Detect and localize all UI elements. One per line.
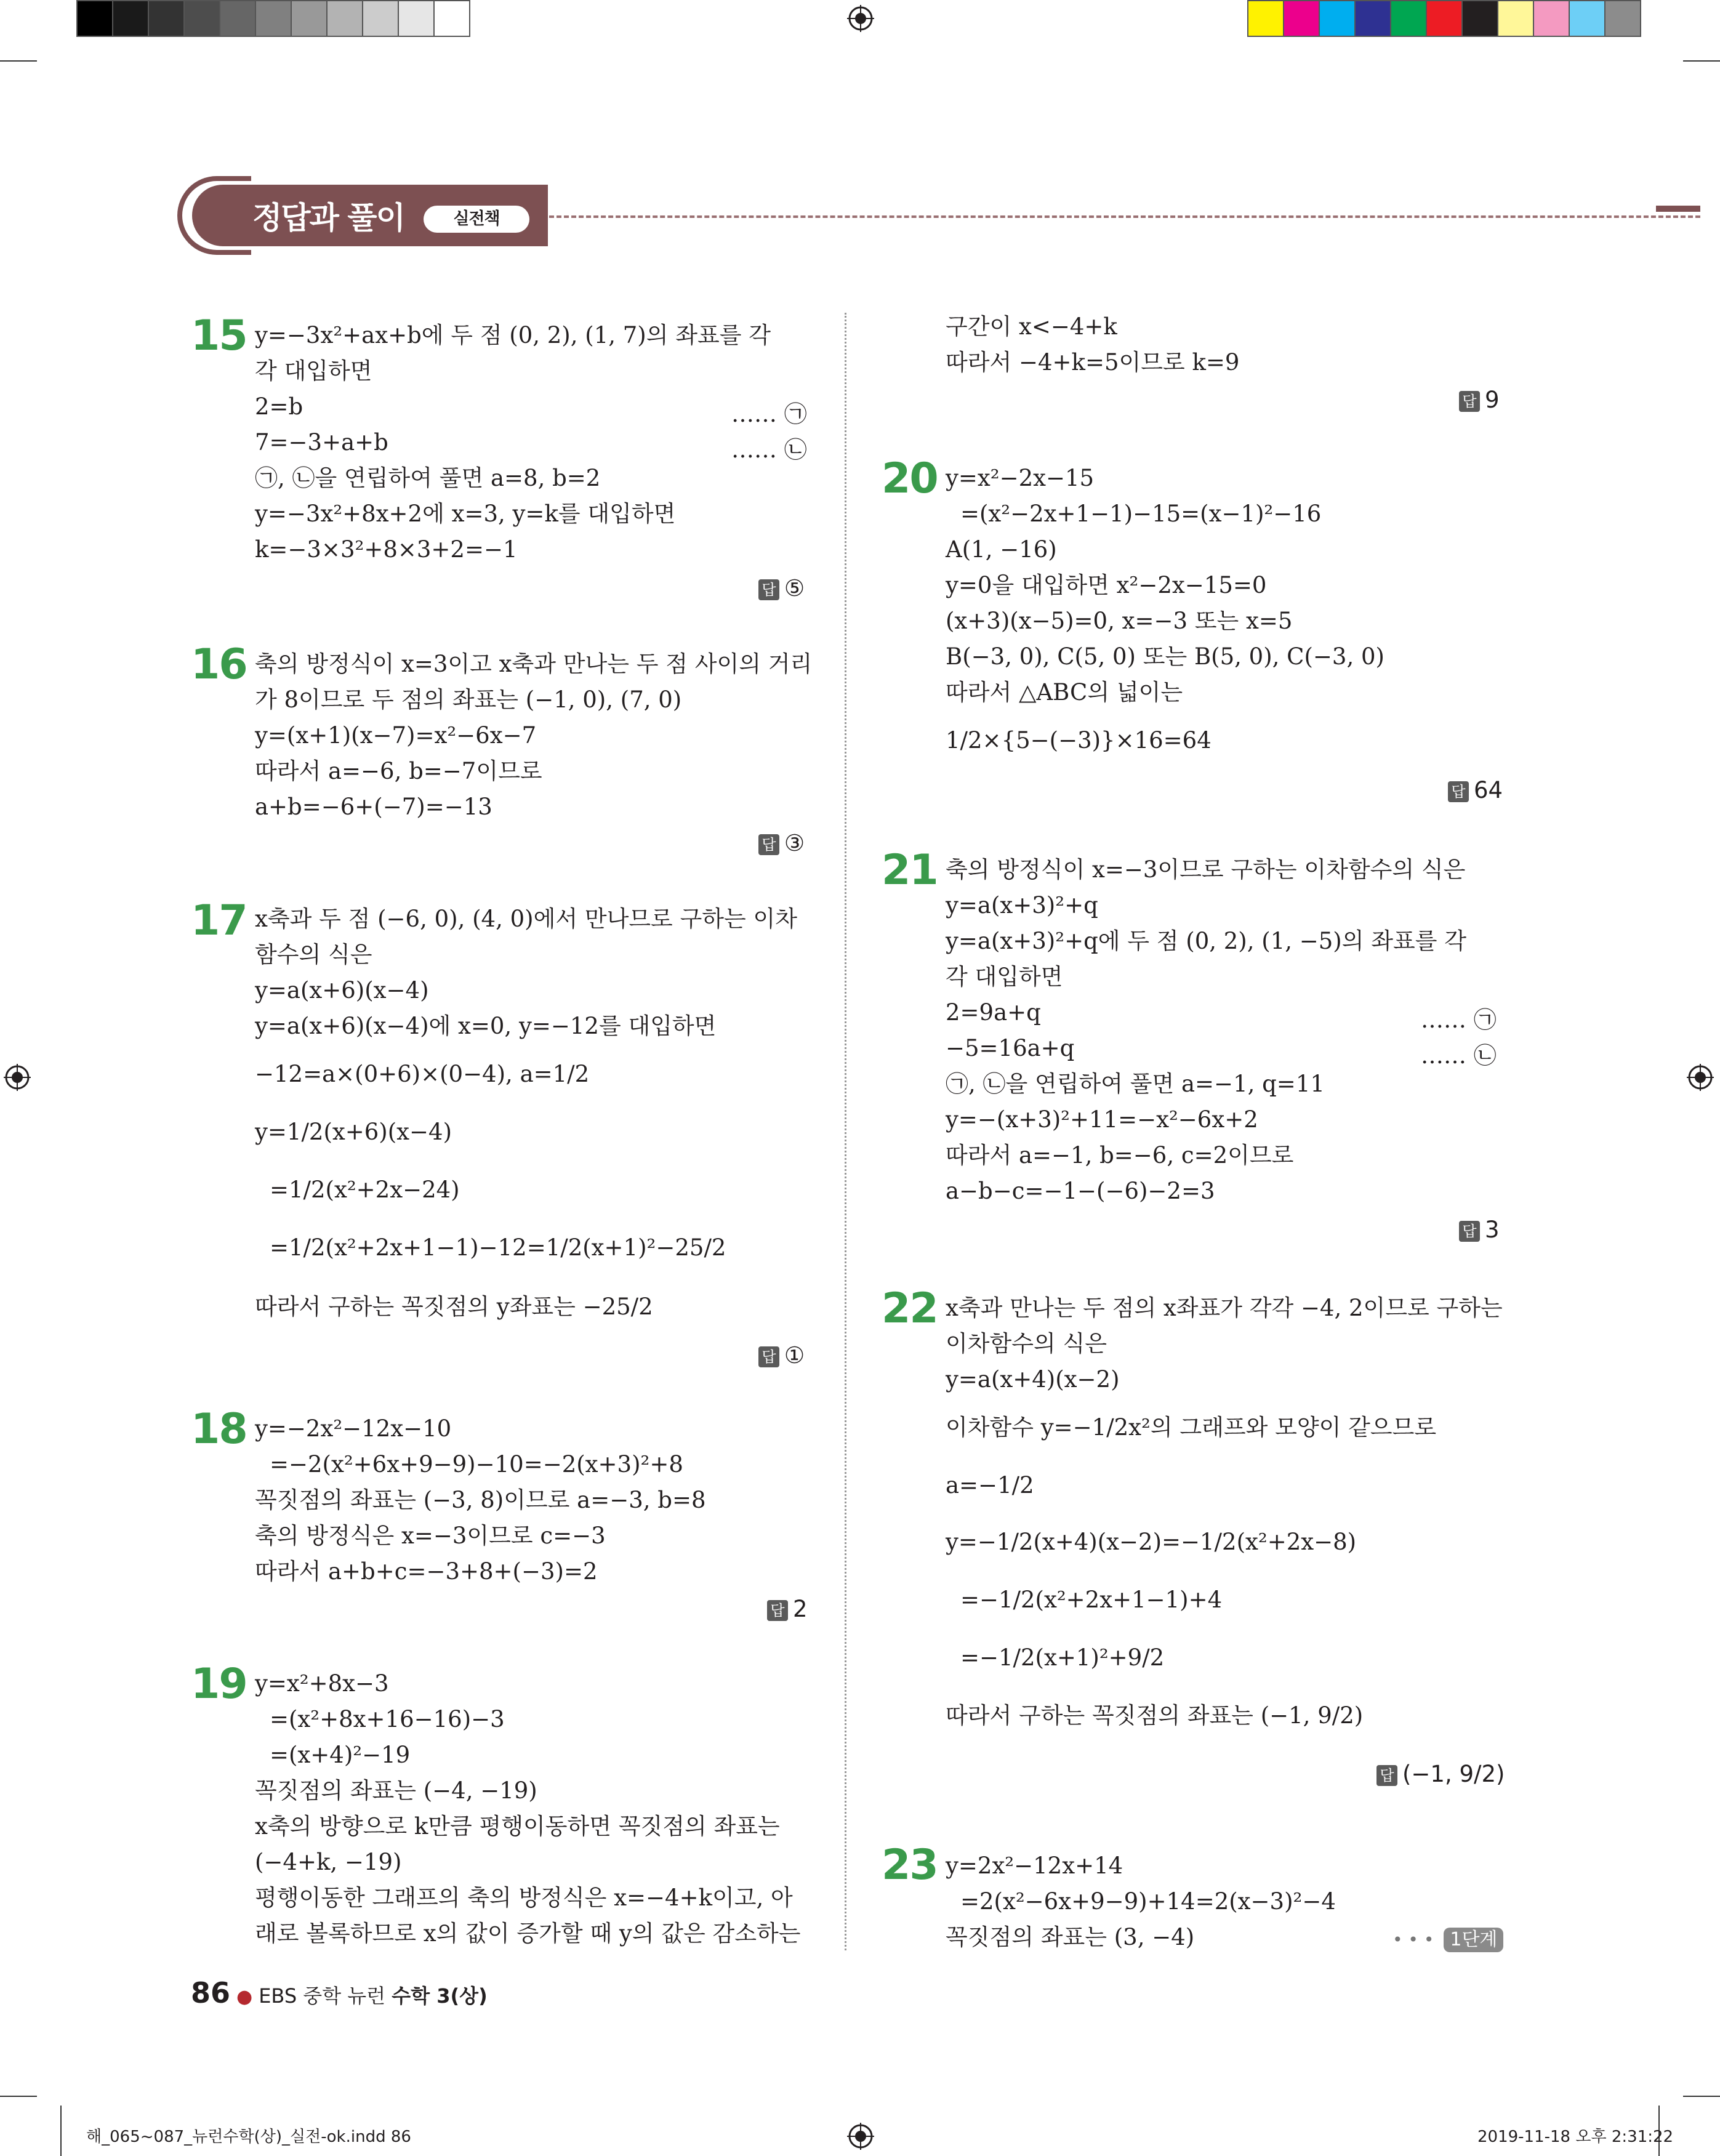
- solution-line: x축과 두 점 (−6, 0), (4, 0)에서 만나므로 구하는 이차: [255, 906, 798, 932]
- solution-line: =2(x²−6x+9−9)+14=2(x−3)²−4: [960, 1888, 1336, 1915]
- slug-file: 해_065~087_뉴런수학(상)_실전-ok.indd 86: [86, 2128, 411, 2146]
- solution-line: ㉠, ㉡을 연립하여 풀면 a=−1, q=11: [946, 1071, 1325, 1097]
- registration-mark-icon: [847, 5, 874, 32]
- solution-line: 구간이 x<−4+k: [946, 313, 1117, 340]
- solution-line: ㉠, ㉡을 연립하여 풀면 a=8, b=2: [255, 465, 601, 491]
- solution-line: y=a(x+3)²+q에 두 점 (0, 2), (1, −5)의 좌표를 각: [946, 928, 1466, 954]
- crop-mark: [0, 2096, 37, 2097]
- answer-icon: 답: [1459, 391, 1480, 412]
- solution-line: 각 대입하면: [946, 963, 1063, 990]
- solution-line: y=1/2(x+6)(x−4): [255, 1119, 452, 1145]
- column-divider: [845, 313, 846, 1950]
- solution-line: (−4+k, −19): [255, 1849, 402, 1875]
- bullet-icon: ●: [236, 1986, 253, 2008]
- problem-number: 18: [191, 1405, 247, 1454]
- problem-number: 22: [882, 1284, 938, 1333]
- page-title: 정답과 풀이: [252, 200, 404, 236]
- solution-line: 꼭짓점의 좌표는 (3, −4): [946, 1924, 1195, 1950]
- solution-line: (x+3)(x−5)=0, x=−3 또는 x=5: [946, 608, 1293, 634]
- answer: [1459, 387, 1500, 413]
- answer: [767, 1596, 808, 1622]
- solution-line: k=−3×3²+8×3+2=−1: [255, 536, 518, 563]
- equation-marker: …… ㉡: [731, 436, 807, 463]
- solution-line: B(−3, 0), C(5, 0) 또는 B(5, 0), C(−3, 0): [946, 643, 1384, 670]
- solution-line: y=a(x+6)(x−4)에 x=0, y=−12를 대입하면: [255, 1013, 717, 1039]
- answer: [758, 575, 805, 601]
- answer-value: ①: [784, 1342, 805, 1369]
- problem-number: 20: [882, 454, 938, 503]
- solution-line: 축의 방정식이 x=−3이므로 구하는 이차함수의 식은: [946, 856, 1466, 883]
- answer-value: 64: [1474, 777, 1503, 803]
- solution-line: =−1/2(x+1)²+9/2: [960, 1644, 1165, 1671]
- answer-icon: 답: [767, 1600, 788, 1621]
- problem-number: 21: [882, 846, 938, 895]
- solution-line: y=−1/2(x+4)(x−2)=−1/2(x²+2x−8): [946, 1529, 1357, 1555]
- solution-line: =1/2(x²+2x−24): [270, 1177, 460, 1203]
- solution-line: 가 8이므로 두 점의 좌표는 (−1, 0), (7, 0): [255, 686, 682, 713]
- solution-line: 함수의 식은: [255, 941, 372, 968]
- solution-line: =−2(x²+6x+9−9)−10=−2(x+3)²+8: [270, 1451, 683, 1478]
- answer-value: ③: [784, 830, 805, 856]
- solution-line: y=a(x+3)²+q: [946, 892, 1098, 919]
- solution-line: y=x²+8x−3: [255, 1670, 389, 1697]
- solution-line: y=a(x+6)(x−4): [255, 977, 429, 1004]
- equation-marker: …… ㉡: [1421, 1042, 1497, 1069]
- answer-icon: 답: [758, 579, 779, 600]
- slug-date: 2019-11-18 오후 2:31:22: [1477, 2128, 1674, 2146]
- solution-line: 이차함수의 식은: [946, 1330, 1107, 1357]
- solution-line: A(1, −16): [946, 536, 1057, 563]
- solution-line: y=a(x+4)(x−2): [946, 1366, 1120, 1393]
- answer-icon: 답: [1376, 1765, 1397, 1786]
- answer: [1459, 1217, 1500, 1243]
- crop-mark: [0, 60, 37, 62]
- solution-line: 따라서 a=−6, b=−7이므로: [255, 758, 542, 784]
- solution-line: 각 대입하면: [255, 358, 372, 384]
- solution-line: 축의 방정식은 x=−3이므로 c=−3: [255, 1522, 606, 1549]
- solution-line: 2=b: [255, 393, 303, 420]
- registration-mark-icon: [1687, 1064, 1714, 1091]
- crop-mark: [1683, 60, 1720, 62]
- book-title: EBS 중학 뉴런: [259, 1984, 386, 2008]
- registration-mark-icon: [4, 1064, 31, 1091]
- answer-value: 9: [1485, 387, 1500, 413]
- problem-number: 23: [882, 1841, 938, 1889]
- solution-line: y=−3x²+8x+2에 x=3, y=k를 대입하면: [255, 501, 676, 527]
- crop-mark: [1683, 2096, 1720, 2097]
- solution-line: 따라서 구하는 꼭짓점의 좌표는 (−1, 9/2): [946, 1702, 1364, 1729]
- solution-line: y=2x²−12x+14: [946, 1852, 1123, 1879]
- solution-line: −12=a×(0+6)×(0−4), a=1/2: [255, 1061, 590, 1087]
- solution-line: 래로 볼록하므로 x의 값이 증가할 때 y의 값은 감소하는: [255, 1920, 801, 1947]
- step-indicator: [1392, 1925, 1503, 1952]
- solution-line: a+b=−6+(−7)=−13: [255, 794, 492, 820]
- answer-value: (−1, 9/2): [1402, 1761, 1505, 1787]
- problem-number: 17: [191, 896, 247, 945]
- solution-line: =(x²+8x+16−16)−3: [270, 1706, 505, 1732]
- answer-value: 3: [1485, 1217, 1500, 1243]
- page-footer: [191, 1976, 488, 2009]
- solution-line: 평행이동한 그래프의 축의 방정식은 x=−4+k이고, 아: [255, 1884, 793, 1911]
- solution-line: 따라서 △ABC의 넓이는: [946, 679, 1183, 706]
- solution-line: =(x+4)²−19: [270, 1742, 411, 1768]
- solution-line: y=−2x²−12x−10: [255, 1415, 452, 1442]
- solution-line: =1/2(x²+2x+1−1)−12=1/2(x+1)²−25/2: [270, 1234, 726, 1261]
- solution-line: x축과 만나는 두 점의 x좌표가 각각 −4, 2이므로 구하는: [946, 1295, 1503, 1321]
- page-number: 86: [191, 1976, 231, 2009]
- solution-line: −5=16a+q: [946, 1035, 1075, 1061]
- answer-icon: 답: [1448, 781, 1469, 802]
- book-badge: 실전책: [424, 206, 529, 233]
- registration-mark-icon: [847, 2123, 874, 2150]
- answer: [758, 1342, 805, 1369]
- answer: [1376, 1761, 1505, 1787]
- solution-line: 따라서 a+b+c=−3+8+(−3)=2: [255, 1558, 598, 1585]
- solution-line: 따라서 a=−1, b=−6, c=2이므로: [946, 1142, 1294, 1169]
- step-dots: • • •: [1392, 1929, 1434, 1950]
- crop-mark: [60, 2106, 62, 2156]
- solution-line: 이차함수 y=−1/2x²의 그래프와 모양이 같으므로: [946, 1414, 1437, 1441]
- answer-icon: 답: [758, 1346, 779, 1367]
- answer: [758, 830, 805, 856]
- solution-line: y=−(x+3)²+11=−x²−6x+2: [946, 1106, 1258, 1133]
- solution-line: 2=9a+q: [946, 999, 1041, 1026]
- solution-line: =(x²−2x+1−1)−15=(x−1)²−16: [960, 501, 1322, 527]
- solution-line: y=−3x²+ax+b에 두 점 (0, 2), (1, 7)의 좌표를 각: [255, 322, 771, 348]
- solution-line: =−1/2(x²+2x+1−1)+4: [960, 1587, 1223, 1613]
- answer-value: 2: [793, 1596, 808, 1622]
- solution-line: y=0을 대입하면 x²−2x−15=0: [946, 572, 1267, 598]
- solution-line: 축의 방정식이 x=3이고 x축과 만나는 두 점 사이의 거리: [255, 651, 813, 677]
- solution-line: x축의 방향으로 k만큼 평행이동하면 꼭짓점의 좌표는: [255, 1813, 780, 1840]
- solution-line: 따라서 구하는 꼭짓점의 y좌표는 −25/2: [255, 1293, 653, 1320]
- solution-line: y=x²−2x−15: [946, 465, 1095, 491]
- step-badge: 1단계: [1444, 1928, 1503, 1952]
- answer-icon: 답: [1459, 1221, 1480, 1242]
- problem-number: 16: [191, 640, 247, 689]
- equation-marker: …… ㉠: [731, 401, 807, 427]
- solution-line: a−b−c=−1−(−6)−2=3: [946, 1178, 1215, 1204]
- answer: [1448, 777, 1503, 803]
- solution-line: 꼭짓점의 좌표는 (−3, 8)이므로 a=−3, b=8: [255, 1487, 706, 1513]
- solution-line: 1/2×{5−(−3)}×16=64: [946, 727, 1212, 754]
- answer-icon: 답: [758, 834, 779, 855]
- subject-title: 수학 3(상): [392, 1984, 488, 2008]
- solution-line: y=(x+1)(x−7)=x²−6x−7: [255, 722, 537, 749]
- equation-marker: …… ㉠: [1421, 1007, 1497, 1033]
- solution-line: 따라서 −4+k=5이므로 k=9: [946, 349, 1240, 376]
- problem-number: 19: [191, 1660, 247, 1708]
- solution-line: 꼭짓점의 좌표는 (−4, −19): [255, 1777, 537, 1804]
- answer-value: ⑤: [784, 575, 805, 601]
- problem-number: 15: [191, 312, 247, 360]
- solution-line: 7=−3+a+b: [255, 429, 388, 456]
- solution-line: a=−1/2: [946, 1472, 1034, 1498]
